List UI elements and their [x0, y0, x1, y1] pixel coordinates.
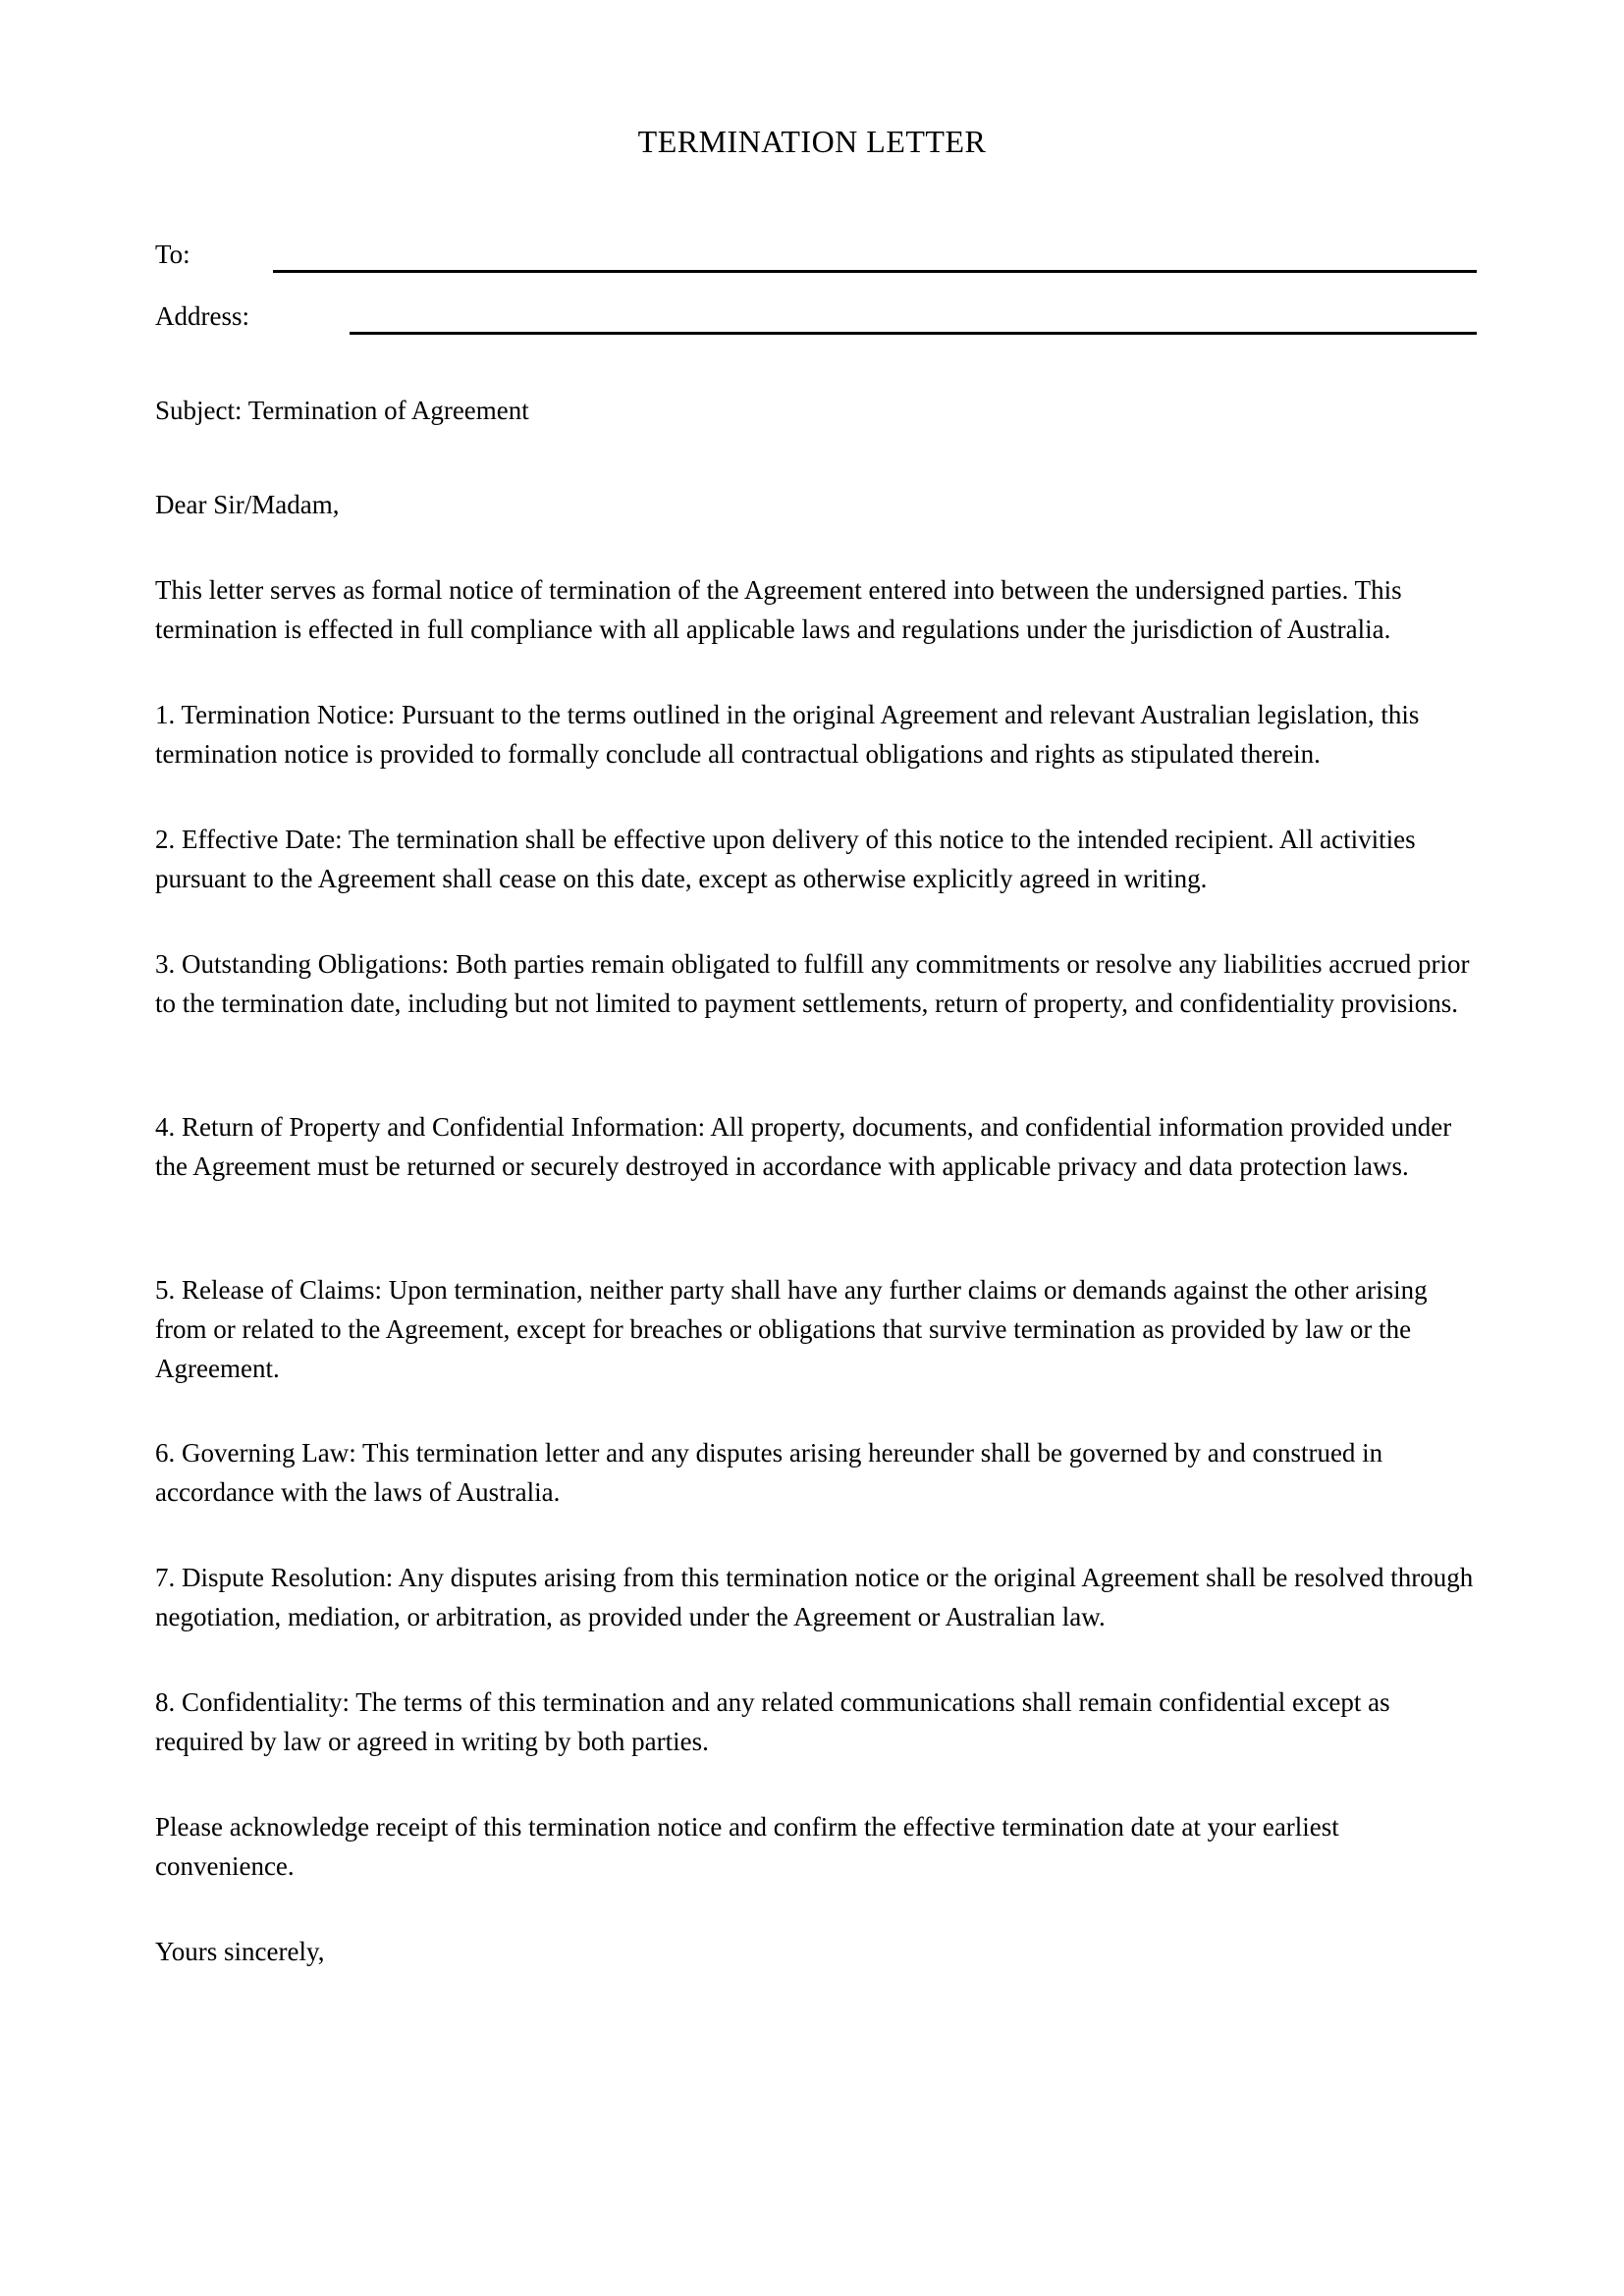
clause-text: 6. Governing Law: This termination letter and any disputes arising hereunder shall be governed by and construed in accordance with the laws of Australia. — [155, 1438, 1383, 1507]
intro-text: This letter serves as formal notice of termination of the Agreement entered into between the undersigned parties. This termination is effected in full compliance with all applicable laws and regulations under the jurisdiction of Australia. — [155, 575, 1402, 644]
salutation: Dear Sir/Madam, — [155, 490, 340, 519]
clause-text: 3. Outstanding Obligations: Both parties remain obligated to fulfill any commitments or resolve any liabilities accrued prior to the termination date, including but not limited to payment settlements, return of property, and confidentiality provisions. — [155, 949, 1470, 1018]
closing-request-text: Please acknowledge receipt of this termination notice and confirm the effective termination date at your earliest convenience. — [155, 1812, 1339, 1881]
clause-3 — [155, 944, 1481, 1023]
address-label: Address: — [155, 301, 249, 331]
clause-text: 7. Dispute Resolution: Any disputes arising from this termination notice or the original Agreement shall be resolved through negotiation, mediation, or arbitration, as provided under the Agreement or Australian law. — [155, 1563, 1474, 1631]
clause-text: 1. Termination Notice: Pursuant to the terms outlined in the original Agreement and relevant Australian legislation, this termination notice is provided to formally conclude all contractual obligations and rights as stipulated therein. — [155, 700, 1420, 769]
clause-7 — [155, 1558, 1481, 1636]
to-blank-line — [273, 270, 1477, 273]
closing-request — [155, 1807, 1481, 1886]
to-label: To: — [155, 240, 190, 269]
address-blank-line — [350, 332, 1477, 335]
clause-text: 8. Confidentiality: The terms of this termination and any related communications shall remain confidential except as required by law or agreed in writing by both parties. — [155, 1687, 1390, 1756]
clause-2 — [155, 820, 1481, 898]
clause-5 — [155, 1270, 1481, 1388]
clause-8 — [155, 1682, 1481, 1761]
clause-text: 4. Return of Property and Confidential Information: All property, documents, and confidential information provided under the Agreement must be returned or securely destroyed in accordance with applicable privacy and data protection laws. — [155, 1112, 1452, 1181]
clause-6 — [155, 1433, 1481, 1512]
document-title: TERMINATION LETTER — [637, 124, 987, 159]
clause-text: 5. Release of Claims: Upon termination, neither party shall have any further claims or demands against the other arising from or related to the Agreement, except for breaches or obligations that survive termination as provided by law or the Agreement. — [155, 1275, 1428, 1383]
sign-off: Yours sincerely, — [155, 1937, 325, 1966]
intro-paragraph — [155, 570, 1481, 649]
clause-text: 2. Effective Date: The termination shall be effective upon delivery of this notice to the intended recipient. All activities pursuant to the Agreement shall cease on this date, except as otherwise explicitly agreed in writing. — [155, 825, 1416, 893]
clause-1 — [155, 695, 1481, 774]
clause-4 — [155, 1107, 1481, 1186]
subject-line: Subject: Termination of Agreement — [155, 396, 529, 425]
